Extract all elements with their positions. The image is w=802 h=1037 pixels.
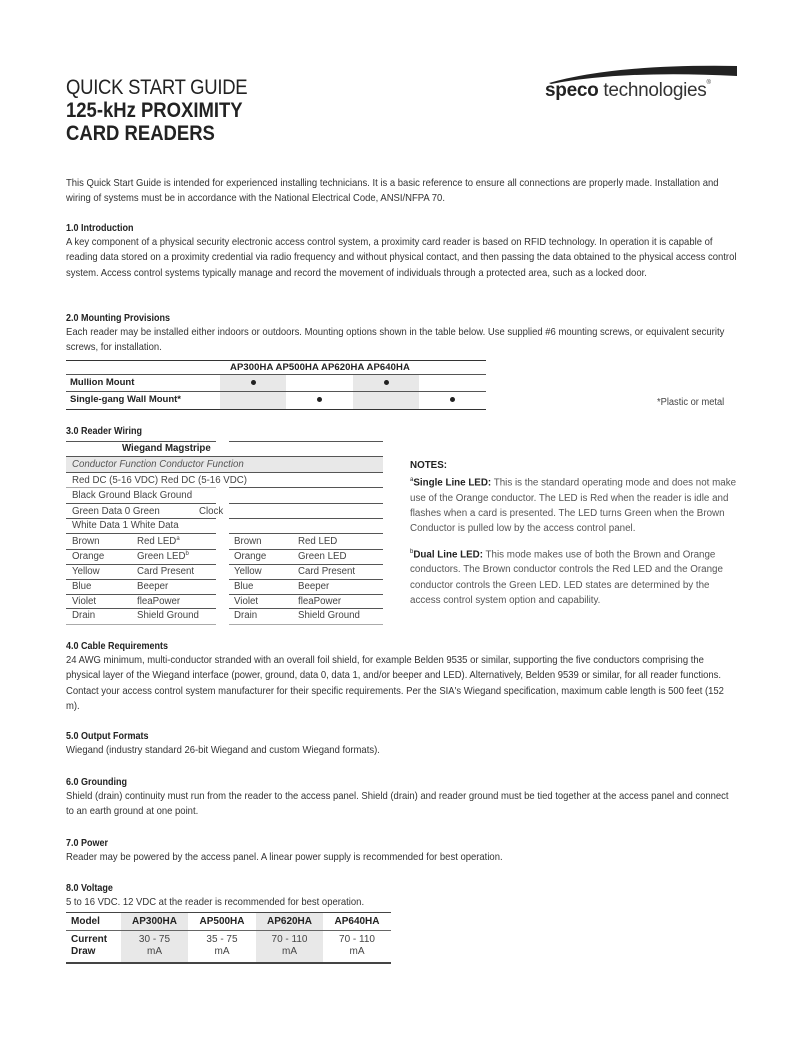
logo-suffix: technologies [598, 80, 707, 101]
section-heading-grounding: 6.0 Grounding [66, 777, 128, 788]
note-dual-line-led: $^b$Dual Line LED: This mode makes use of both the Brown and Orange conductors. The Brown conductor controls the Red LED and the Orange conductor controls the Green LED. LED states are determined by the access control system option and capability. [410, 548, 723, 606]
section-heading-cable: 4.0 Cable Requirements [66, 641, 169, 652]
wiring-right-conductor: Orange [234, 551, 267, 562]
wiring-right-function: Shield Ground [298, 610, 360, 621]
section-heading-mounting: 2.0 Mounting Provisions [66, 313, 171, 324]
wiring-left-conductor: Brown [72, 536, 100, 547]
wiring-row-white: White Data 1 White Data [72, 520, 179, 531]
bullet-icon [317, 397, 322, 402]
logo-brand: speco [545, 80, 599, 101]
voltage-row-header-current: Current Draw [71, 934, 108, 957]
wiring-right-function: fleaPower [298, 596, 342, 607]
section-heading-wiring: 3.0 Reader Wiring [66, 426, 142, 437]
wiring-left-conductor: Drain [72, 610, 96, 621]
section-heading-power: 7.0 Power [66, 838, 109, 849]
wiring-right-conductor: Brown [234, 536, 262, 547]
section-body-voltage: 5 to 16 VDC. 12 VDC at the reader is recommended for best operation. [66, 897, 365, 908]
notes-title: NOTES: [410, 460, 448, 471]
speco-logo [545, 62, 740, 104]
wiring-right-function: Beeper [298, 581, 330, 592]
voltage-model-header: AP620HA [266, 916, 313, 927]
wiring-right-conductor: Drain [234, 610, 258, 621]
wiring-table [66, 441, 396, 631]
wiring-notes [410, 458, 740, 608]
section-body-mounting: Each reader may be installed either indoors or outdoors. Mounting options shown in the table below. Use supplied #6 mounting screws, or equivalent security screws, for installation. [66, 327, 725, 354]
wiring-row-red: Red DC (5-16 VDC) Red DC (5-16 VDC) [72, 475, 247, 486]
wiring-column-headers: Conductor Function Conductor Function [72, 459, 244, 470]
doc-title-product-line2: CARD READERS [66, 122, 215, 145]
section-body-output: Wiegand (industry standard 26-bit Wiegand and custom Wiegand formats). [66, 745, 380, 756]
wiring-left-conductor: Yellow [72, 566, 100, 577]
wiring-left-conductor: Blue [72, 581, 92, 592]
bullet-icon [450, 397, 455, 402]
current-draw-value: 35 - 75 mA [206, 934, 238, 957]
wiring-right-conductor: Violet [234, 596, 259, 607]
wiring-right-function: Card Present [298, 566, 356, 577]
table-row: Single-gang Wall Mount* [66, 392, 486, 410]
wiring-left-function: Shield Ground [137, 610, 199, 621]
wiring-clock-label: Clock [199, 506, 224, 517]
section-heading-output: 5.0 Output Formats [66, 731, 149, 742]
doc-title-product-line1: 125-kHz PROXIMITY [66, 99, 243, 122]
wiring-right-function: Green LED [298, 551, 347, 562]
voltage-model-header: AP640HA [334, 916, 380, 927]
wiring-left-function: Red LED$^a$ [137, 536, 180, 548]
section-body-grounding: Shield (drain) continuity must run from the reader to the access panel. Shield (drain) and reader ground must be tied together at the access panel and connect to an earth ground at one point. [66, 791, 729, 818]
wiring-right-conductor: Blue [234, 581, 254, 592]
mounting-model-headers: AP300HA AP500HA AP620HA AP640HA [230, 362, 410, 373]
wiring-left-function: fleaPower [137, 596, 181, 607]
mounting-table [66, 360, 486, 410]
wiring-left-function: Green LED$^b$ [137, 551, 189, 563]
section-heading-introduction: 1.0 Introduction [66, 223, 134, 234]
bullet-icon [384, 380, 389, 385]
wiring-right-conductor: Yellow [234, 566, 262, 577]
section-heading-voltage: 8.0 Voltage [66, 883, 113, 894]
wiring-left-function: Beeper [137, 581, 169, 592]
wiring-row-black: Black Ground Black Ground [72, 490, 193, 501]
section-body-power: Reader may be powered by the access panel. A linear power supply is recommended for best operation. [66, 852, 503, 863]
wiring-left-function: Card Present [137, 566, 195, 577]
registered-mark: ® [706, 80, 711, 86]
wiring-left-conductor: Orange [72, 551, 105, 562]
wiring-right-function: Red LED [298, 536, 338, 547]
wiring-row-green: Green Data 0 Green [72, 506, 160, 517]
wiring-left-conductor: Violet [72, 596, 97, 607]
current-draw-value: 70 - 110 mA [271, 934, 308, 957]
note-single-line-led: $^a$Single Line LED: This is the standard operating mode and does not make use of the Orange conductor. The LED is Red when the reader is idle and flashes when a card is presented. The LED turns Green when the Brown Conductor is pulled low by the access control panel. [410, 477, 737, 535]
voltage-row-header-model: Model [71, 916, 100, 927]
section-body-cable: 24 AWG minimum, multi-conductor stranded with an overall foil shield, for example Belden 9535 or similar, supporting the five conductors comprising the physical layer of the Wiegand interface (power, ground, data 0, data 1, and/or beeper and LED). Alternatively, Belden 9539 or similar, for all reader functions. Contact your access control system manufacturer for their specific requirements. Per the SIA's Wiegand specification, maximum cable length is 500 feet (152 m). [66, 655, 724, 713]
intro-paragraph: This Quick Start Guide is intended for experienced installing technicians. It is a basic reference to ensure all connections are properly made. Installation and wiring of systems must be in accordance with the National Electrical Code, ANSI/NFPA 70. [66, 178, 719, 205]
voltage-model-header: AP300HA [131, 916, 178, 927]
section-body-introduction: A key component of a physical security electronic access control system, a proximity card reader is based on RFID technology. In operation it is capable of reading data stored on a proximity credential via radio frequency and without physical contact, and then passing the data obtained to the physical access control system. Access control systems typically manage and record the movement of individuals through a protected area, such as a locked door. [66, 237, 737, 279]
mounting-table-header [66, 360, 486, 375]
bullet-icon [251, 380, 256, 385]
current-draw-value: 30 - 75 mA [138, 934, 171, 957]
doc-title-guide: QUICK START GUIDE [66, 76, 248, 99]
voltage-model-header: AP500HA [199, 916, 245, 927]
mounting-footnote: *Plastic or metal [657, 397, 725, 408]
current-draw-value: 70 - 110 mA [339, 934, 375, 957]
wiring-header-wiegand-magstripe: Wiegand Magstripe [122, 443, 211, 454]
table-row: Mullion Mount [66, 375, 486, 392]
